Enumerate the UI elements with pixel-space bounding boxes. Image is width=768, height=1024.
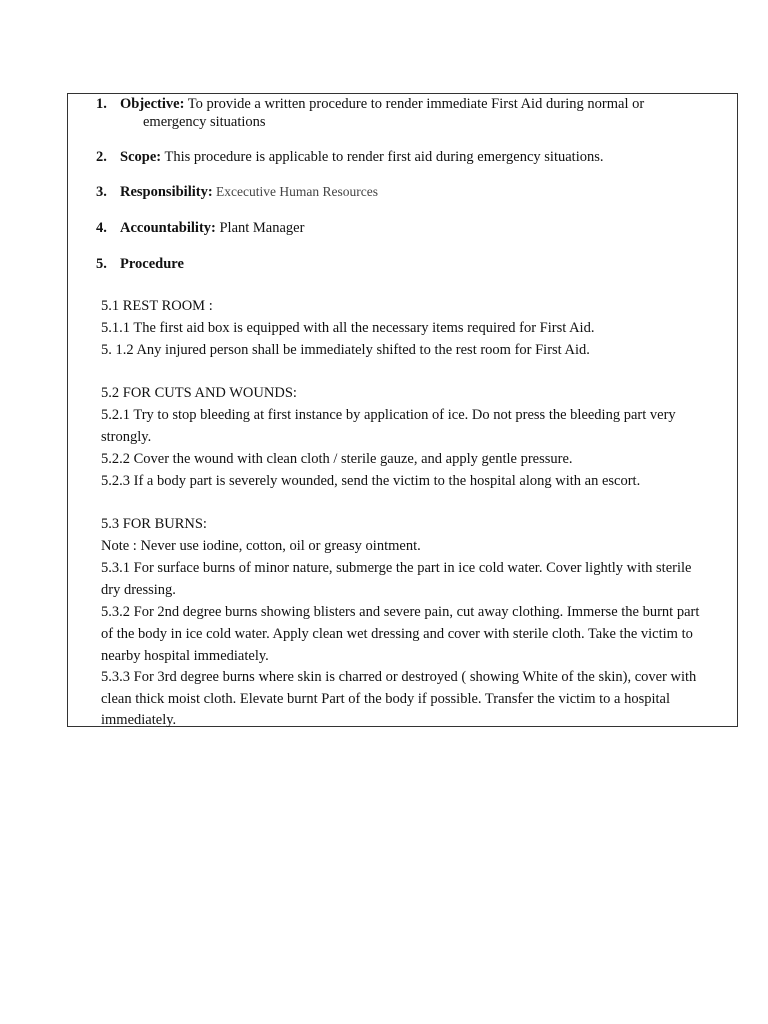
item-label: Objective: (120, 96, 185, 112)
procedure-line: 5.3.3 For 3rd degree burns where skin is charred or destroyed ( showing White of the skin), cover with (101, 669, 697, 685)
item-number: 1. (96, 96, 107, 112)
procedure-line: 5.2.2 Cover the wound with clean cloth / sterile gauze, and apply gentle pressure. (101, 451, 573, 467)
item-number: 5. (96, 256, 107, 272)
procedure-line: dry dressing. (101, 582, 176, 598)
item-label: Accountability: (120, 220, 216, 236)
item-label: Responsibility: (120, 184, 213, 200)
procedure-line: of the body in ice cold water. Apply clean wet dressing and cover with sterile cloth. Take the victim to (101, 626, 693, 642)
item-text: To provide a written procedure to render immediate First Aid during normal or (184, 96, 645, 112)
procedure-document-box (67, 93, 738, 727)
item-objective (96, 95, 716, 131)
item-responsibility (96, 183, 716, 201)
item-text: Plant Manager (215, 220, 305, 236)
burns-note: Note : Never use iodine, cotton, oil or greasy ointment. (101, 538, 421, 554)
item-accountability (96, 219, 716, 237)
procedure-line: 5.2.3 If a body part is severely wounded, send the victim to the hospital along with an escort. (101, 473, 641, 489)
item-text: Excecutive Human Resources (212, 184, 378, 199)
item-number: 2. (96, 149, 107, 165)
procedure-line: 5.3.1 For surface burns of minor nature, submerge the part in ice cold water. Cover lightly with sterile (101, 560, 692, 576)
procedure-line: 5.1.1 The first aid box is equipped with all the necessary items required for First Aid. (101, 320, 595, 336)
procedure-line: 5.3.2 For 2nd degree burns showing blisters and severe pain, cut away clothing. Immerse the burnt part (101, 604, 700, 620)
item-label: Procedure (120, 256, 184, 272)
section-heading-rest-room: 5.1 REST ROOM : (101, 298, 213, 314)
item-number: 3. (96, 184, 107, 200)
procedure-line: strongly. (101, 429, 152, 445)
procedure-line: clean thick moist cloth. Elevate burnt Part of the body if possible. Transfer the victim to a hospital (101, 691, 671, 707)
item-number: 4. (96, 220, 107, 236)
item-text-continued: emergency situations (143, 114, 266, 130)
procedure-line: 5.2.1 Try to stop bleeding at first instance by application of ice. Do not press the bleeding part very (101, 407, 676, 423)
section-heading-burns: 5.3 FOR BURNS: (101, 516, 207, 532)
procedure-line: nearby hospital immediately. (101, 648, 269, 664)
section-heading-cuts-wounds: 5.2 FOR CUTS AND WOUNDS: (101, 385, 297, 401)
procedure-line: immediately. (101, 712, 177, 728)
item-procedure (96, 255, 716, 273)
item-scope (96, 148, 716, 166)
procedure-line: 5. 1.2 Any injured person shall be immediately shifted to the rest room for First Aid. (101, 342, 590, 358)
item-label: Scope: (120, 149, 162, 165)
item-text: This procedure is applicable to render first aid during emergency situations. (161, 149, 604, 165)
